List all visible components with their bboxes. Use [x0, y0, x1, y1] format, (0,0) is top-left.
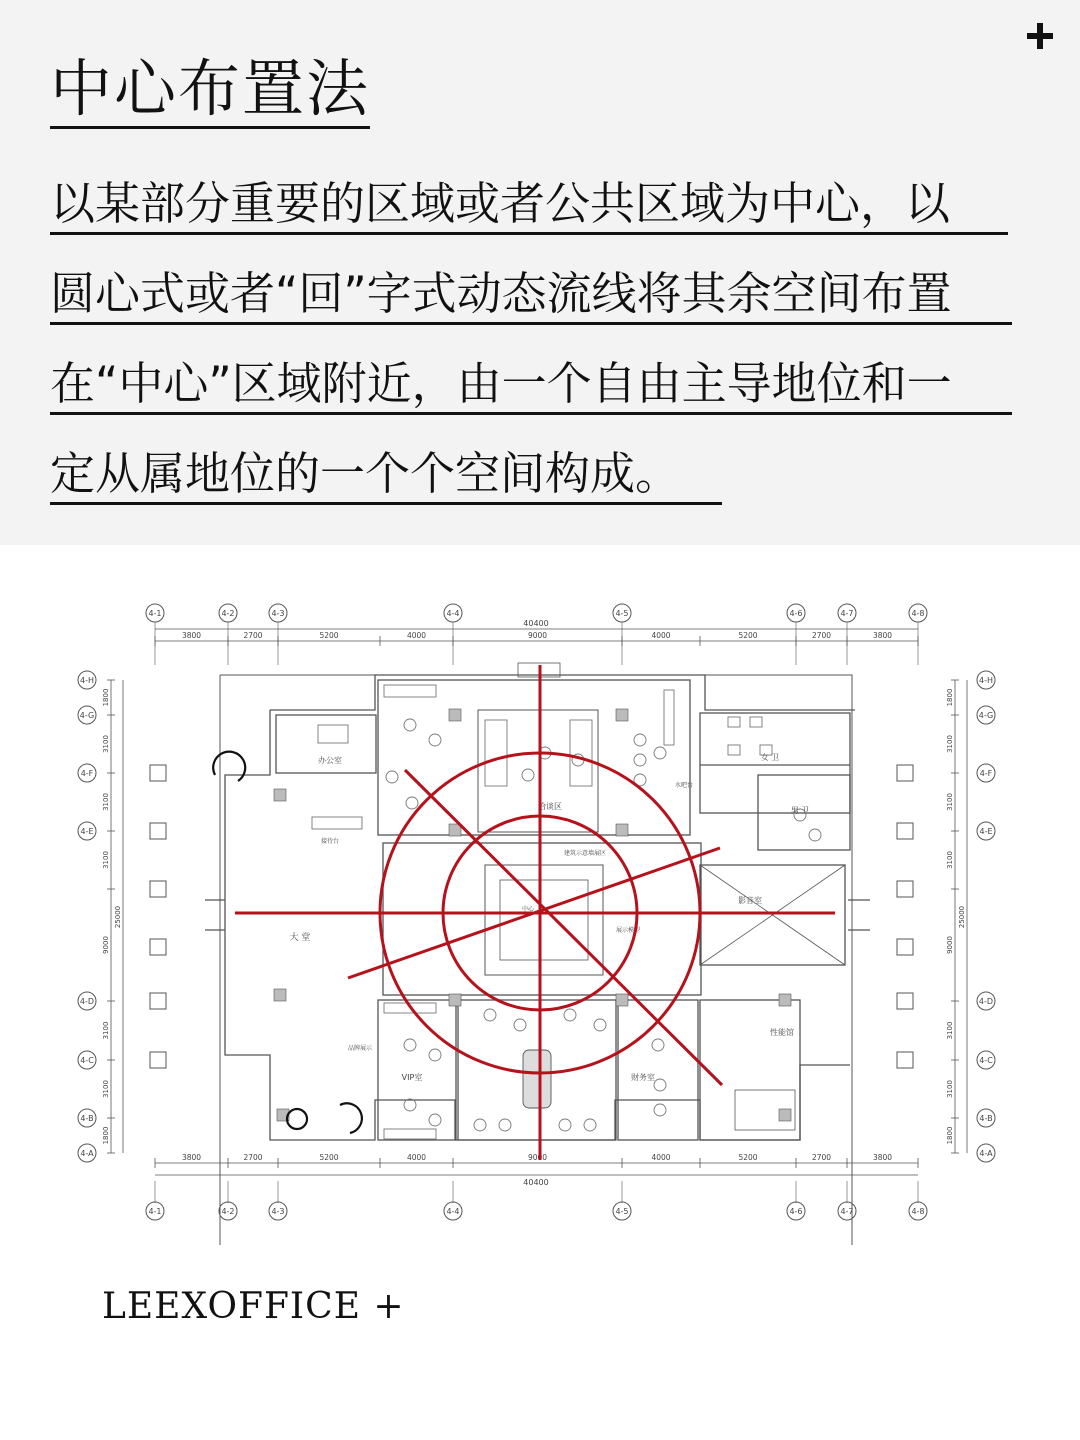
chair — [654, 1079, 666, 1091]
room-label: 性能馆 — [770, 1028, 794, 1037]
chair — [429, 1114, 441, 1126]
room-label: 财务室 — [631, 1073, 655, 1082]
column-left — [150, 881, 166, 897]
grid-label-left: 4-A — [80, 1149, 94, 1158]
grid-label-top: 4-6 — [789, 609, 803, 618]
grid-label-bottom: 4-4 — [446, 1207, 460, 1216]
chair — [634, 754, 646, 766]
column — [449, 994, 461, 1006]
grid-label-right: 4-F — [979, 769, 993, 778]
side-dimension-right: 9000 — [946, 936, 954, 954]
chair — [559, 1119, 571, 1131]
bay-dimension-top: 5200 — [319, 631, 339, 640]
bay-dimension-bottom: 9000 — [527, 1153, 548, 1162]
column-left — [150, 1052, 166, 1068]
column-right — [897, 1052, 913, 1068]
chair — [386, 771, 398, 783]
grid-label-bottom: 4-2 — [221, 1207, 235, 1216]
total-dimension-bottom: 40400 — [523, 1178, 549, 1187]
body-line-4: 定从属地位的一个个空间构成。 — [50, 446, 722, 505]
chair — [514, 1019, 526, 1031]
brand-logo-text: LEEXOFFICE + — [102, 1286, 405, 1327]
grid-label-right: 4-B — [979, 1114, 993, 1123]
grid-label-left: 4-F — [80, 769, 94, 778]
column-left — [150, 765, 166, 781]
side-dimension-right: 1800 — [946, 1126, 954, 1145]
room-label: 品牌展示 — [347, 1045, 373, 1052]
chair — [809, 829, 821, 841]
side-dimension-left: 3100 — [102, 1021, 110, 1040]
chair — [594, 1019, 606, 1031]
chair — [404, 1099, 416, 1111]
room-label: 水吧台 — [674, 782, 694, 789]
column-left — [150, 823, 166, 839]
column — [274, 789, 286, 801]
bay-dimension-bottom: 4000 — [406, 1153, 427, 1162]
chair — [652, 1039, 664, 1051]
room-label: 男 卫 — [790, 806, 810, 815]
side-dimension-left: 3100 — [102, 735, 110, 753]
room-label: VIP室 — [401, 1073, 423, 1082]
plus-icon[interactable] — [1024, 20, 1056, 52]
grid-label-left: 4-C — [80, 1056, 94, 1065]
grid-label-top: 4-3 — [271, 609, 285, 618]
side-dimension-right: 1800 — [946, 688, 954, 707]
room-label: 中心 — [521, 906, 535, 913]
grid-label-right: 4-C — [979, 1056, 993, 1065]
grid-label-right: 4-E — [979, 827, 993, 836]
grid-label-top: 4-4 — [446, 609, 460, 618]
side-dimension-left: 3100 — [102, 851, 110, 869]
side-dimension-right: 3100 — [946, 793, 954, 811]
chair — [499, 1119, 511, 1131]
side-dimension-left: 1800 — [102, 688, 110, 707]
side-total-dimension-right: 25000 — [958, 905, 966, 929]
body-line-3: 在“中心”区域附近，由一个自由主导地位和一 — [50, 356, 1012, 415]
chair — [564, 1009, 576, 1021]
bay-dimension-bottom: 3800 — [181, 1153, 202, 1162]
grid-label-left: 4-E — [80, 827, 94, 836]
side-dimension-left: 9000 — [102, 936, 110, 954]
column-left — [150, 993, 166, 1009]
side-dimension-left: 3100 — [102, 1080, 110, 1098]
body-line-1: 以某部分重要的区域或者公共区域为中心，以 — [50, 176, 1008, 235]
display-model — [523, 1050, 551, 1108]
grid-label-bottom: 4-3 — [271, 1207, 285, 1216]
door-swing-marks — [213, 752, 362, 1133]
room-label: 洽谈区 — [538, 802, 562, 811]
column — [779, 1109, 791, 1121]
column-right — [897, 765, 913, 781]
bay-dimension-top: 4000 — [651, 631, 671, 640]
chair — [404, 719, 416, 731]
chair — [474, 1119, 486, 1131]
column — [616, 824, 628, 836]
room-label: 影音室 — [738, 896, 762, 905]
chair — [634, 734, 646, 746]
column — [616, 994, 628, 1006]
diagonal-axis — [405, 770, 722, 1085]
room-label: 大 堂 — [289, 933, 311, 943]
side-dimension-right: 3100 — [946, 1080, 954, 1098]
floor-plan-drawing — [0, 545, 1080, 1245]
furniture-piece — [728, 717, 740, 727]
bay-dimension-bottom: 2700 — [811, 1153, 832, 1162]
grid-label-left: 4-G — [79, 711, 95, 720]
room-label: 办公室 — [318, 756, 342, 765]
chair — [522, 769, 534, 781]
column — [616, 709, 628, 721]
bay-dimension-top: 4000 — [406, 631, 427, 640]
room-label: 展示模型 — [615, 927, 641, 934]
furniture-piece — [384, 1129, 436, 1139]
grid-label-top: 4-7 — [840, 609, 854, 618]
furniture-piece — [750, 717, 762, 727]
furniture-piece — [728, 745, 740, 755]
column — [274, 989, 286, 1001]
column-right — [897, 993, 913, 1009]
furniture-piece — [570, 720, 592, 786]
furniture-piece — [485, 720, 507, 786]
furniture-piece — [664, 690, 674, 745]
chair — [654, 1104, 666, 1116]
column-right — [897, 939, 913, 955]
chair — [406, 797, 418, 809]
grid-label-right: 4-G — [978, 711, 994, 720]
floor-plan — [0, 545, 1080, 1245]
bay-dimension-top: 5200 — [738, 631, 758, 640]
bay-dimension-bottom: 2700 — [243, 1153, 263, 1162]
column-left — [150, 939, 166, 955]
side-total-dimension-left: 25000 — [114, 905, 122, 929]
bay-dimension-bottom: 4000 — [651, 1153, 671, 1162]
bay-dimension-bottom: 5200 — [738, 1153, 758, 1162]
grid-label-left: 4-D — [79, 997, 95, 1006]
page-title: 中心布置法 — [50, 52, 370, 129]
grid-label-bottom: 4-7 — [840, 1207, 854, 1216]
chair — [654, 747, 666, 759]
grid-label-bottom: 4-1 — [148, 1207, 162, 1216]
bay-dimension-bottom: 5200 — [319, 1153, 339, 1162]
grid-label-top: 4-5 — [615, 609, 629, 618]
side-dimension-left: 3100 — [102, 793, 110, 811]
chair — [484, 1009, 496, 1021]
bay-dimension-top: 2700 — [243, 631, 263, 640]
bay-dimension-top: 2700 — [811, 631, 832, 640]
side-dimension-left: 1800 — [102, 1126, 110, 1145]
room-label: 女 卫 — [760, 753, 780, 762]
bay-dimension-bottom: 3800 — [872, 1153, 893, 1162]
grid-label-right: 4-A — [979, 1149, 993, 1158]
grid-label-top: 4-2 — [221, 609, 235, 618]
grid-label-bottom: 4-6 — [789, 1207, 803, 1216]
bay-dimension-top: 3800 — [872, 631, 893, 640]
furniture-piece — [318, 725, 348, 743]
chair — [404, 1039, 416, 1051]
grid-label-top: 4-8 — [911, 609, 925, 618]
side-dimension-right: 3100 — [946, 735, 954, 753]
furniture-piece — [312, 817, 362, 829]
column — [449, 709, 461, 721]
chair — [584, 1119, 596, 1131]
grid-label-right: 4-D — [978, 997, 994, 1006]
room-label: 建筑示意墙展区 — [563, 850, 607, 857]
intro-panel — [0, 0, 1080, 545]
grid-label-left: 4-B — [80, 1114, 94, 1123]
body-line-2: 圆心式或者“回”字式动态流线将其余空间布置 — [50, 266, 1012, 325]
column-right — [897, 823, 913, 839]
room-labels — [290, 752, 810, 1082]
column — [779, 994, 791, 1006]
chair — [429, 734, 441, 746]
grid-label-top: 4-1 — [148, 609, 162, 618]
bay-dimension-top: 9000 — [527, 631, 548, 640]
bay-dimension-top: 3800 — [181, 631, 202, 640]
grid-label-bottom: 4-5 — [615, 1207, 629, 1216]
column-right — [897, 881, 913, 897]
chair — [429, 1049, 441, 1061]
grid-label-left: 4-H — [80, 676, 94, 685]
grid-label-bottom: 4-8 — [911, 1207, 925, 1216]
side-dimension-right: 3100 — [946, 851, 954, 869]
furniture-piece — [384, 685, 436, 697]
room-label: 接待台 — [320, 838, 340, 845]
grid-label-right: 4-H — [979, 676, 993, 685]
side-dimension-right: 3100 — [946, 1021, 954, 1040]
total-dimension-top: 40400 — [523, 619, 549, 628]
